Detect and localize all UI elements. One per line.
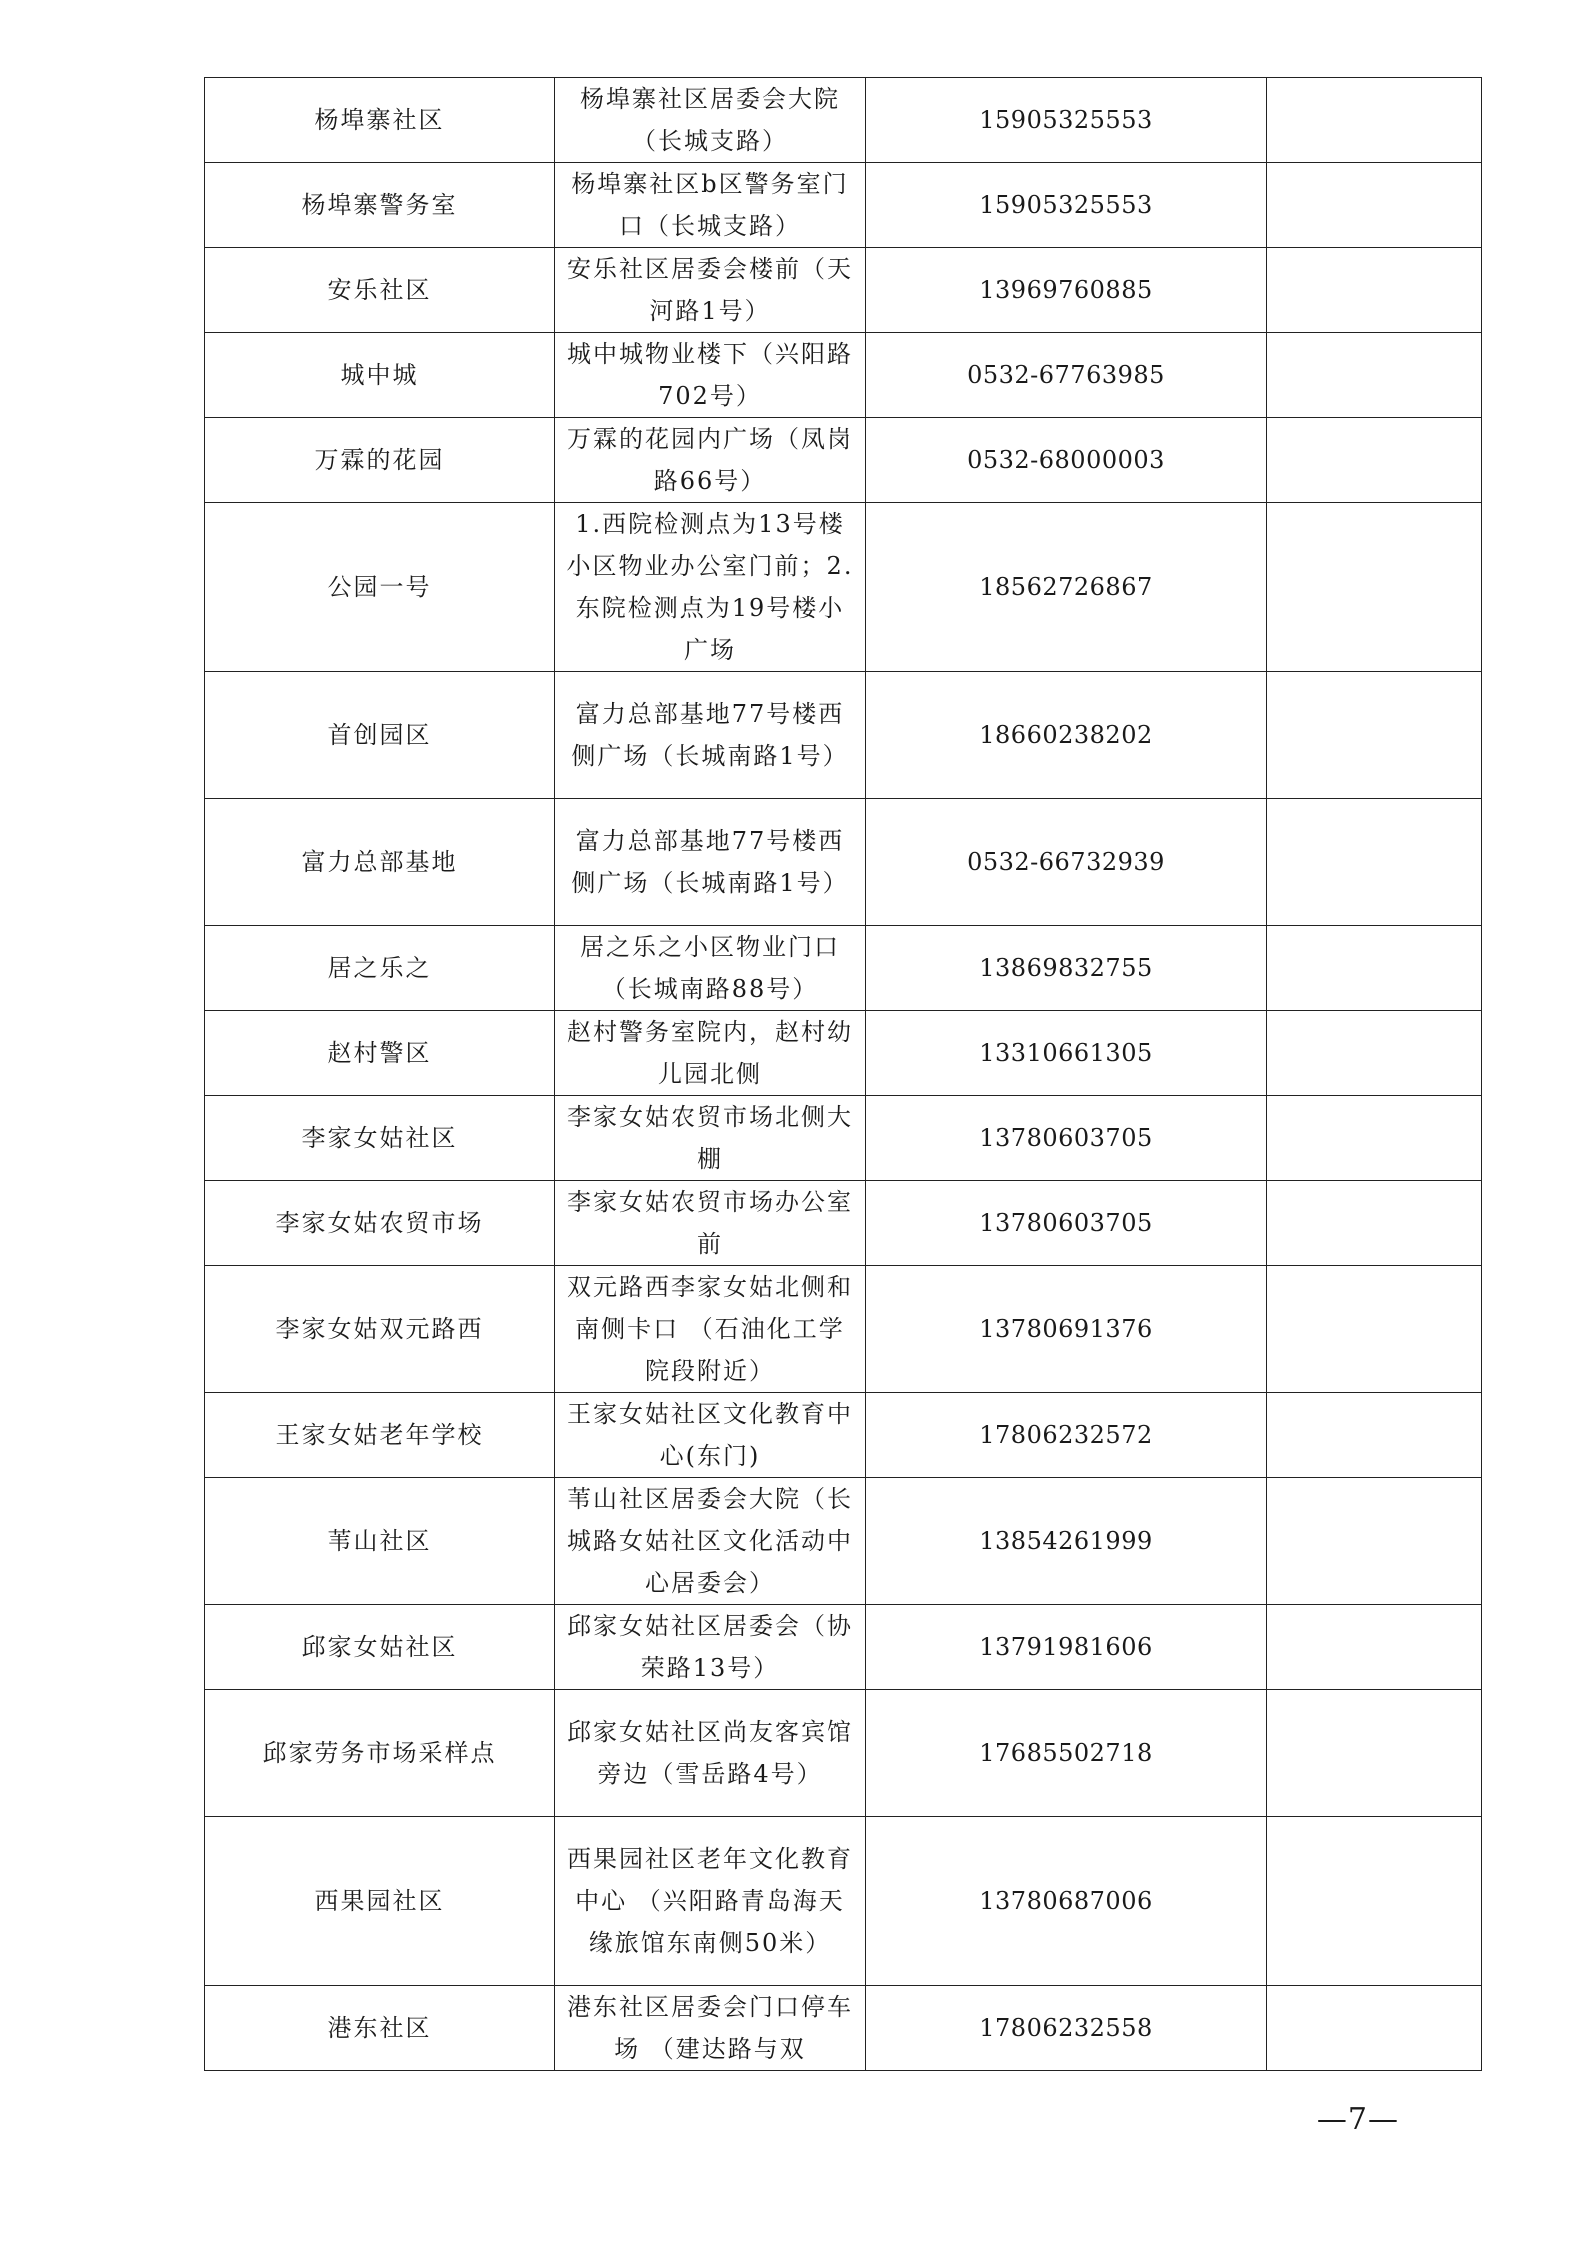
- remark-cell: [1267, 799, 1482, 926]
- site-name-cell: 李家女姑社区: [205, 1096, 555, 1181]
- location-cell: 居之乐之小区物业门口（长城南路88号）: [555, 926, 866, 1011]
- site-name-cell: 公园一号: [205, 503, 555, 672]
- table-row: [205, 1817, 1482, 1986]
- site-name-cell: 首创园区: [205, 672, 555, 799]
- location-cell: 富力总部基地77号楼西侧广场（长城南路1号）: [555, 672, 866, 799]
- phone-cell: 13869832755: [866, 926, 1267, 1011]
- phone-cell: 13969760885: [866, 248, 1267, 333]
- location-cell: 万霖的花园内广场（凤岗路66号）: [555, 418, 866, 503]
- phone-cell: 13780603705: [866, 1181, 1267, 1266]
- table-row: [205, 78, 1482, 163]
- remark-cell: [1267, 1393, 1482, 1478]
- location-cell: 李家女姑农贸市场办公室前: [555, 1181, 866, 1266]
- phone-cell: 0532-66732939: [866, 799, 1267, 926]
- table-row: [205, 1096, 1482, 1181]
- remark-cell: [1267, 1605, 1482, 1690]
- site-name-cell: 富力总部基地: [205, 799, 555, 926]
- location-cell: 王家女姑社区文化教育中心(东门): [555, 1393, 866, 1478]
- location-cell: 西果园社区老年文化教育中心 （兴阳路青岛海天缘旅馆东南侧50米）: [555, 1817, 866, 1986]
- location-cell: 双元路西李家女姑北侧和南侧卡口 （石油化工学院段附近）: [555, 1266, 866, 1393]
- site-name-cell: 邱家劳务市场采样点: [205, 1690, 555, 1817]
- table-row: [205, 926, 1482, 1011]
- site-name-cell: 万霖的花园: [205, 418, 555, 503]
- remark-cell: [1267, 1817, 1482, 1986]
- table-row: [205, 418, 1482, 503]
- phone-cell: 17685502718: [866, 1690, 1267, 1817]
- site-name-cell: 李家女姑双元路西: [205, 1266, 555, 1393]
- remark-cell: [1267, 1266, 1482, 1393]
- phone-cell: 13780691376: [866, 1266, 1267, 1393]
- location-cell: 赵村警务室院内，赵村幼儿园北侧: [555, 1011, 866, 1096]
- location-cell: 邱家女姑社区尚友客宾馆旁边（雪岳路4号）: [555, 1690, 866, 1817]
- site-name-cell: 西果园社区: [205, 1817, 555, 1986]
- phone-cell: 0532-68000003: [866, 418, 1267, 503]
- location-cell: 邱家女姑社区居委会（协荣路13号）: [555, 1605, 866, 1690]
- site-name-cell: 安乐社区: [205, 248, 555, 333]
- site-name-cell: 居之乐之: [205, 926, 555, 1011]
- site-name-cell: 苇山社区: [205, 1478, 555, 1605]
- remark-cell: [1267, 1690, 1482, 1817]
- remark-cell: [1267, 926, 1482, 1011]
- remark-cell: [1267, 672, 1482, 799]
- remark-cell: [1267, 1096, 1482, 1181]
- remark-cell: [1267, 333, 1482, 418]
- location-cell: 富力总部基地77号楼西侧广场（长城南路1号）: [555, 799, 866, 926]
- remark-cell: [1267, 78, 1482, 163]
- site-name-cell: 李家女姑农贸市场: [205, 1181, 555, 1266]
- remark-cell: [1267, 1986, 1482, 2071]
- table-row: [205, 1266, 1482, 1393]
- phone-cell: 18562726867: [866, 503, 1267, 672]
- phone-cell: 15905325553: [866, 163, 1267, 248]
- phone-cell: 13310661305: [866, 1011, 1267, 1096]
- phone-cell: 0532-67763985: [866, 333, 1267, 418]
- site-name-cell: 赵村警区: [205, 1011, 555, 1096]
- phone-cell: 13791981606: [866, 1605, 1267, 1690]
- location-cell: 安乐社区居委会楼前（天河路1号）: [555, 248, 866, 333]
- location-cell: 城中城物业楼下（兴阳路702号）: [555, 333, 866, 418]
- site-name-cell: 杨埠寨社区: [205, 78, 555, 163]
- location-cell: 港东社区居委会门口停车场 （建达路与双: [555, 1986, 866, 2071]
- table-row: [205, 1011, 1482, 1096]
- location-cell: 杨埠寨社区b区警务室门口（长城支路）: [555, 163, 866, 248]
- location-cell: 李家女姑农贸市场北侧大棚: [555, 1096, 866, 1181]
- site-name-cell: 城中城: [205, 333, 555, 418]
- site-table: [204, 77, 1482, 2071]
- table-row: [205, 248, 1482, 333]
- phone-cell: 15905325553: [866, 78, 1267, 163]
- phone-cell: 13780603705: [866, 1096, 1267, 1181]
- location-cell: 杨埠寨社区居委会大院（长城支路）: [555, 78, 866, 163]
- remark-cell: [1267, 248, 1482, 333]
- remark-cell: [1267, 503, 1482, 672]
- remark-cell: [1267, 1181, 1482, 1266]
- table-row: [205, 1393, 1482, 1478]
- remark-cell: [1267, 418, 1482, 503]
- site-name-cell: 港东社区: [205, 1986, 555, 2071]
- table-row: [205, 672, 1482, 799]
- remark-cell: [1267, 1478, 1482, 1605]
- site-name-cell: 王家女姑老年学校: [205, 1393, 555, 1478]
- table-row: [205, 799, 1482, 926]
- site-name-cell: 杨埠寨警务室: [205, 163, 555, 248]
- remark-cell: [1267, 1011, 1482, 1096]
- phone-cell: 18660238202: [866, 672, 1267, 799]
- table-row: [205, 163, 1482, 248]
- site-name-cell: 邱家女姑社区: [205, 1605, 555, 1690]
- remark-cell: [1267, 163, 1482, 248]
- table-row: [205, 1478, 1482, 1605]
- phone-cell: 13780687006: [866, 1817, 1267, 1986]
- table-row: [205, 1986, 1482, 2071]
- phone-cell: 17806232558: [866, 1986, 1267, 2071]
- site-table-body: [205, 78, 1482, 2071]
- location-cell: 苇山社区居委会大院（长城路女姑社区文化活动中心居委会）: [555, 1478, 866, 1605]
- table-row: [205, 1181, 1482, 1266]
- table-row: [205, 503, 1482, 672]
- phone-cell: 13854261999: [866, 1478, 1267, 1605]
- table-row: [205, 1605, 1482, 1690]
- table-row: [205, 1690, 1482, 1817]
- phone-cell: 17806232572: [866, 1393, 1267, 1478]
- page-number: —7—: [1316, 2102, 1399, 2137]
- location-cell: 1.西院检测点为13号楼小区物业办公室门前；2.东院检测点为19号楼小广场: [555, 503, 866, 672]
- table-row: [205, 333, 1482, 418]
